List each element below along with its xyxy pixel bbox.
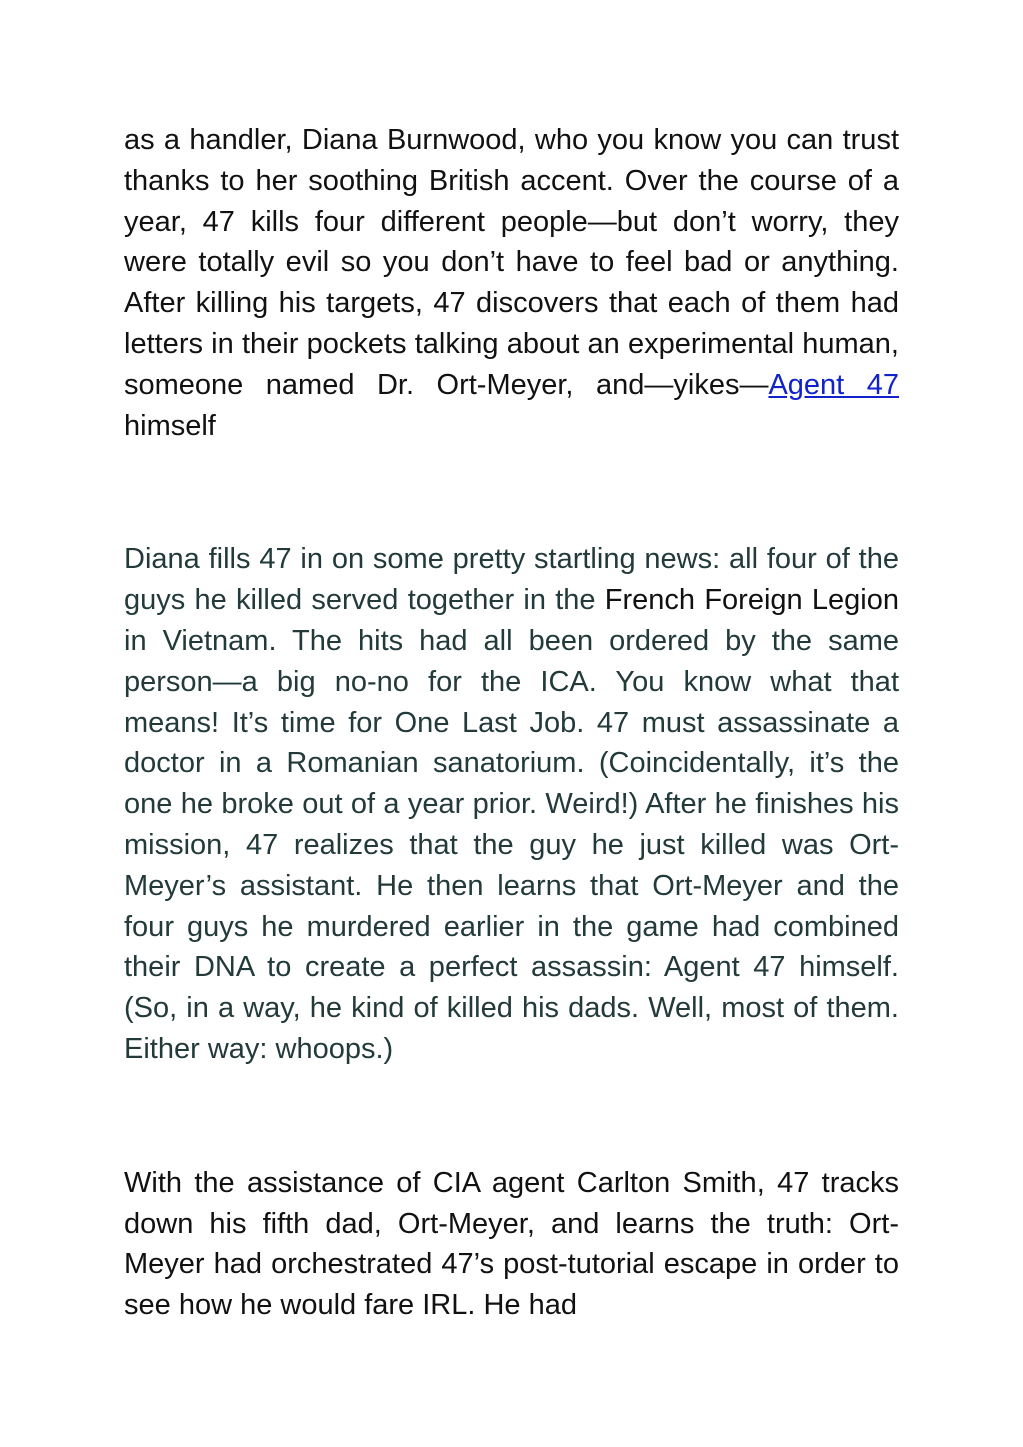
paragraph-2-text-b: in Vietnam. The hits had all been ordered by the same person—a big no-no for the ICA. You know what that means! It’s time for One Last Job. 47 must assassinate a doctor in a Romanian sanatorium. (Coincidentally, it’s the one he broke out of a year prior. Weird!) After he finishes his mission, 47 realizes that the guy he just killed was Ort-Meyer’s assistant. He then learns that Ort-Meyer and the four guys he murdered earlier in the game had combined their DNA to create a perfect assassin: Agent 47 himself. (So, in a way, he kind of killed his dads. Well, most of them. Either way: whoops.) [124,624,899,1065]
document-page [124,120,899,1326]
paragraph-3 [124,1163,899,1326]
paragraph-2 [124,539,899,1069]
agent-47-link[interactable]: Agent 47 [768,368,899,401]
paragraph-1-text: as a handler, Diana Burnwood, who you know you can trust thanks to her soothing British accent. Over the course of a year, 47 kills four different people—but don’t worry, they were totally evil so you don’t have to feel bad or anything. After killing his targets, 47 discovers that each of them had letters in their pockets talking about an experimental human, someone named Dr. Ort-Meyer, and—yikes— [124,124,899,401]
paragraph-2-text-a: Diana fills 47 in on some pretty startling news: all four of the guys he killed served together in the [124,543,899,617]
paragraph-3-text: With the assistance of CIA agent Carlton Smith, 47 tracks down his fifth dad, Ort-Meyer, and learns the truth: Ort-Meyer had orchestrated 47’s post-tutorial escape in order to see how he would fare IRL. He had [124,1166,899,1322]
paragraph-1-tail: himself [124,409,216,442]
french-foreign-legion-term: French Foreign Legion [604,584,899,617]
paragraph-1 [124,120,899,446]
